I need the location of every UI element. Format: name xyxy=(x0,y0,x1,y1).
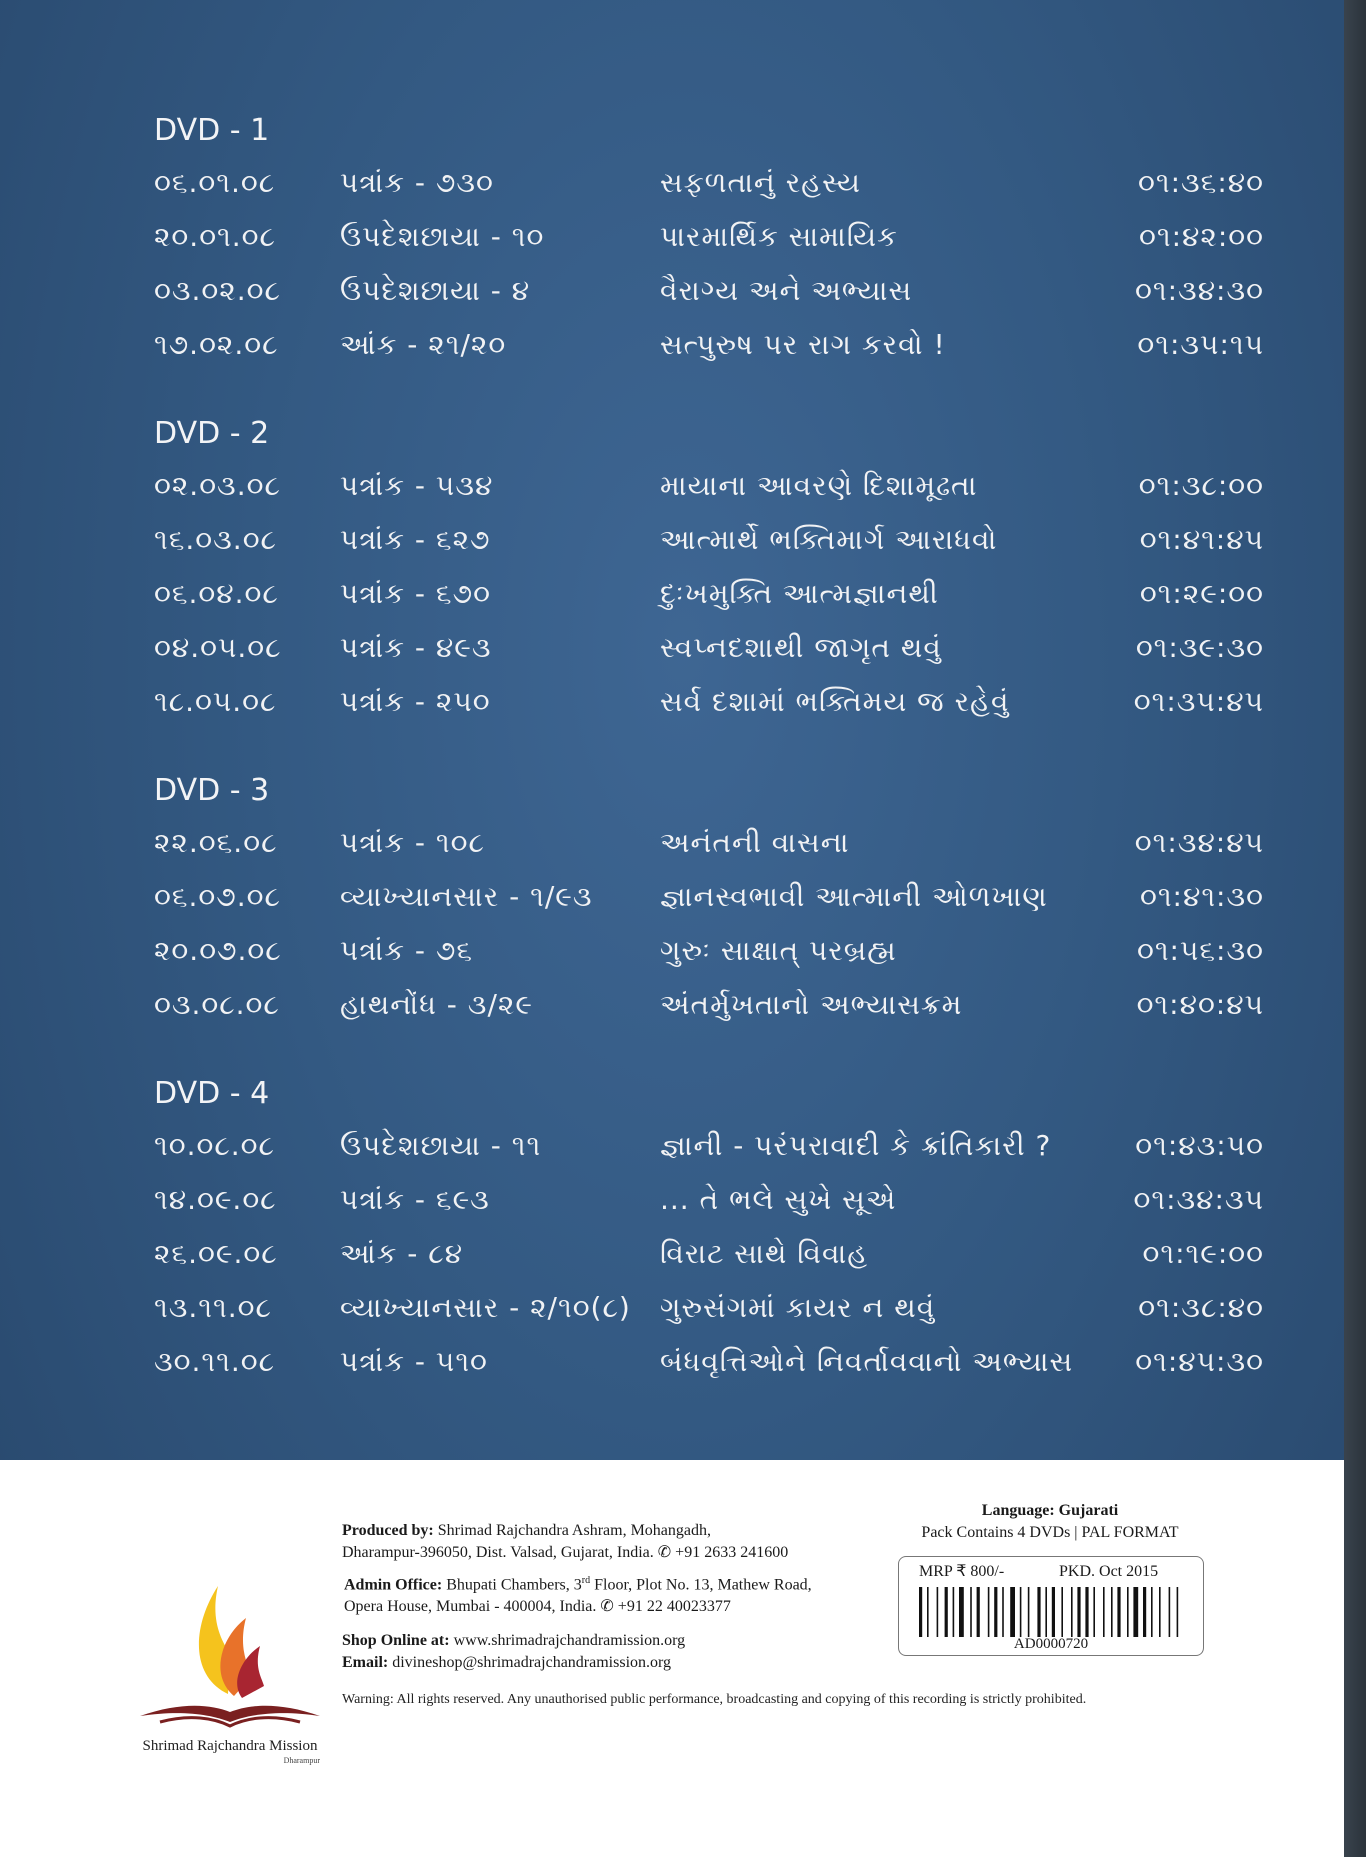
barcode-bar xyxy=(1169,1587,1171,1637)
track-date: ૦૬.૦૪.૦૮ xyxy=(154,577,279,610)
track-title: જ્ઞાની - પરંપરાવાદી કે ક્રાંતિકારી ? xyxy=(660,1129,1052,1162)
track-reference: પત્રાંક - ૪૯૩ xyxy=(340,631,492,664)
track-title: સ્વપ્નદશાથી જાગૃત થવું xyxy=(660,631,942,664)
dvd-section-2 xyxy=(154,411,1264,727)
track-duration: ૦૧:૩૫:૧૫ xyxy=(1137,328,1264,361)
track-row xyxy=(154,1279,1264,1333)
barcode-bar xyxy=(988,1587,990,1637)
barcode-bar xyxy=(1151,1587,1153,1637)
admin-line2: Opera House, Mumbai - 400004, India. ✆ +91 22 40023377 xyxy=(344,1598,731,1616)
track-date: ૦૬.૦૧.૦૮ xyxy=(154,166,276,199)
track-date: ૨૬.૦૯.૦૮ xyxy=(154,1237,278,1270)
barcode-bar xyxy=(1002,1587,1004,1637)
track-reference: પત્રાંક - ૫૧૦ xyxy=(340,1345,488,1378)
language-label: Language: Gujarati xyxy=(981,1502,1119,1519)
dvd-heading: DVD - 4 xyxy=(154,1076,270,1111)
track-row xyxy=(154,565,1264,619)
track-duration: ૦૧:૪૧:૩૦ xyxy=(1139,880,1264,913)
track-duration: ૦૧:૨૯:૦૦ xyxy=(1139,577,1264,610)
track-duration: ૦૧:૫૬:૩૦ xyxy=(1136,934,1264,967)
barcode-bar xyxy=(959,1587,964,1637)
track-date: ૧૦.૦૮.૦૮ xyxy=(154,1129,275,1162)
track-row xyxy=(154,922,1264,976)
track-date: ૦૪.૦૫.૦૮ xyxy=(154,631,282,664)
track-title: ગુરુસંગમાં કાયર ન થવું xyxy=(660,1291,936,1324)
track-title: દુઃખમુક્તિ આત્મજ્ઞાનથી xyxy=(660,577,939,610)
track-row xyxy=(154,457,1264,511)
track-title: સર્વ દશામાં ભક્તિમય જ રહેવું xyxy=(660,685,1010,718)
dvd-section-4 xyxy=(154,1071,1264,1387)
barcode-bar xyxy=(994,1587,997,1637)
barcode-bar xyxy=(937,1587,939,1637)
track-date: ૦૨.૦૩.૦૮ xyxy=(154,469,281,502)
track-duration: ૦૧:૩૫:૪૫ xyxy=(1133,685,1264,718)
produced-line1: Shrimad Rajchandra Ashram, Mohangadh, xyxy=(437,1522,711,1539)
barcode-bar xyxy=(977,1587,980,1637)
track-reference: આંક - ૨૧/૨૦ xyxy=(340,328,507,361)
barcode-bar xyxy=(1127,1587,1129,1637)
track-reference: આંક - ૮૪ xyxy=(340,1237,464,1270)
admin-line1b: Floor, Plot No. 13, Mathew Road, xyxy=(590,1576,812,1594)
track-reference: ઉપદેશછાયા - ૪ xyxy=(340,274,531,307)
track-duration: ૦૧:૩૪:૩૦ xyxy=(1135,274,1264,307)
track-row xyxy=(154,316,1264,370)
barcode-bar xyxy=(1093,1587,1095,1637)
publisher-info-panel xyxy=(0,1460,1344,1857)
email-label: Email: xyxy=(342,1654,389,1671)
dvd-heading: DVD - 1 xyxy=(154,113,270,148)
track-row xyxy=(154,1117,1264,1171)
track-title: બંધવૃત્તિઓને નિવર્તાવવાનો અભ્યાસ xyxy=(660,1345,1074,1378)
barcode xyxy=(919,1587,1183,1637)
track-title: વિરાટ સાથે વિવાહ xyxy=(660,1237,869,1270)
dvd-section-3 xyxy=(154,768,1264,1030)
format-info xyxy=(880,1500,1220,1544)
barcode-bar xyxy=(1133,1587,1138,1637)
barcode-bar xyxy=(945,1587,948,1637)
track-date: ૦૩.૦૨.૦૮ xyxy=(154,274,281,307)
track-reference: પત્રાંક - ૫૩૪ xyxy=(340,469,494,502)
track-row xyxy=(154,673,1264,727)
track-date: ૦૬.૦૭.૦૮ xyxy=(154,880,281,913)
admin-label: Admin Office: xyxy=(344,1576,443,1594)
track-date: ૧૮.૦૫.૦૮ xyxy=(154,685,277,718)
cover-spine-edge xyxy=(1344,0,1366,1857)
track-duration: ૦૧:૪૩:૫૦ xyxy=(1135,1129,1264,1162)
barcode-bar xyxy=(919,1587,922,1637)
barcode-bar xyxy=(927,1587,929,1637)
barcode-bar xyxy=(1020,1587,1022,1637)
produced-line2: Dharampur-396050, Dist. Valsad, Gujarat, India. ✆ +91 2633 241600 xyxy=(342,1544,789,1561)
track-reference: વ્યાખ્યાનસાર - ૨/૧૦(૮) xyxy=(340,1291,631,1324)
barcode-bar xyxy=(1010,1587,1015,1637)
track-row xyxy=(154,1333,1264,1387)
track-reference: પત્રાંક - ૭૬ xyxy=(340,934,474,967)
track-duration: ૦૧:૪૦:૪૫ xyxy=(1136,988,1264,1021)
barcode-box xyxy=(898,1556,1204,1656)
track-reference: પત્રાંક - ૬૨૭ xyxy=(340,523,491,556)
track-row xyxy=(154,814,1264,868)
barcode-bar xyxy=(1143,1587,1146,1637)
contact-online xyxy=(342,1630,685,1674)
track-row xyxy=(154,868,1264,922)
track-reference: ઉપદેશછાયા - ૧૧ xyxy=(340,1129,542,1162)
track-title: અનંતની વાસના xyxy=(660,826,850,859)
barcode-bar xyxy=(1028,1587,1030,1637)
barcode-bar xyxy=(970,1587,972,1637)
track-row xyxy=(154,208,1264,262)
track-duration: ૦૧:૪૧:૪૫ xyxy=(1139,523,1264,556)
barcode-bar xyxy=(1061,1587,1063,1637)
barcode-bar xyxy=(1159,1587,1161,1637)
track-date: ૨૦.૦૭.૦૮ xyxy=(154,934,282,967)
track-duration: ૦૧:૩૮:૦૦ xyxy=(1138,469,1264,502)
track-title: સફળતાનું રહસ્ય xyxy=(660,166,861,199)
mission-location: Dharampur xyxy=(283,1756,320,1765)
track-title: આત્માર્થે ભક્તિમાર્ગ આરાધવો xyxy=(660,523,998,556)
barcode-bar xyxy=(1052,1587,1055,1637)
track-reference: વ્યાખ્યાનસાર - ૧/૯૩ xyxy=(340,880,593,913)
track-reference: પત્રાંક - ૬૭૦ xyxy=(340,577,491,610)
produced-label: Produced by: xyxy=(342,1522,434,1539)
dvd-section-1 xyxy=(154,108,1264,370)
dvd-heading: DVD - 2 xyxy=(154,416,270,451)
track-title: અંતર્મુખતાનો અભ્યાસક્રમ xyxy=(660,988,963,1021)
track-date: ૧૩.૧૧.૦૮ xyxy=(154,1291,272,1324)
barcode-bar xyxy=(1117,1587,1120,1637)
track-row xyxy=(154,619,1264,673)
track-reference: પત્રાંક - ૬૯૩ xyxy=(340,1183,490,1216)
produced-by xyxy=(342,1520,788,1564)
track-title: ... તે ભલે સુખે સૂએ xyxy=(660,1183,897,1216)
track-title: ગુરુઃ સાક્ષાત્ પરબ્રહ્મ xyxy=(660,934,897,967)
flame-book-icon xyxy=(130,1526,330,1736)
track-date: ૧૬.૦૩.૦૮ xyxy=(154,523,277,556)
track-title: જ્ઞાનસ્વભાવી આત્માની ઓળખાણ xyxy=(660,880,1048,913)
dvd-heading: DVD - 3 xyxy=(154,773,270,808)
barcode-bar xyxy=(1045,1587,1047,1637)
mrp: MRP ₹ 800/- xyxy=(919,1563,1005,1580)
track-title: પારમાર્થિક સામાયિક xyxy=(660,220,898,253)
track-reference: પત્રાંક - ૨૫૦ xyxy=(340,685,491,718)
admin-line1-sup: rd xyxy=(581,1575,591,1586)
track-date: ૨૨.૦૬.૦૮ xyxy=(154,826,278,859)
track-row xyxy=(154,1225,1264,1279)
barcode-bar xyxy=(1077,1587,1080,1637)
track-reference: હાથનોંધ - ૩/૨૯ xyxy=(340,988,533,1021)
barcode-bar xyxy=(953,1587,955,1637)
admin-office xyxy=(344,1570,812,1618)
packed-date: PKD. Oct 2015 xyxy=(1059,1563,1159,1580)
track-duration: ૦૧:૧૯:૦૦ xyxy=(1142,1237,1264,1270)
track-date: ૧૪.૦૯.૦૮ xyxy=(154,1183,277,1216)
copyright-warning: Warning: All rights reserved. Any unauthorised public performance, broadcasting and copying of this recording is strictly prohibited. xyxy=(342,1692,1087,1707)
barcode-bar xyxy=(1111,1587,1113,1637)
track-duration: ૦૧:૪૨:૦૦ xyxy=(1139,220,1264,253)
admin-line1a: Bhupati Chambers, 3 xyxy=(446,1576,582,1594)
barcode-bar xyxy=(1177,1587,1179,1637)
barcode-number: AD0000720 xyxy=(1013,1636,1089,1652)
barcode-bar xyxy=(1103,1587,1105,1637)
pack-info: Pack Contains 4 DVDs | PAL FORMAT xyxy=(921,1524,1179,1541)
shop-label: Shop Online at: xyxy=(342,1632,450,1649)
track-duration: ૦૧:૩૪:૩૫ xyxy=(1133,1183,1264,1216)
track-duration: ૦૧:૩૮:૪૦ xyxy=(1138,1291,1264,1324)
track-duration: ૦૧:૩૯:૩૦ xyxy=(1135,631,1264,664)
track-title: સત્પુરુષ પર રાગ કરવો ! xyxy=(660,328,946,361)
track-date: ૦૩.૦૮.૦૮ xyxy=(154,988,280,1021)
track-row xyxy=(154,1171,1264,1225)
track-duration: ૦૧:૩૬:૪૦ xyxy=(1138,166,1264,199)
track-title: વૈરાગ્ય અને અભ્યાસ xyxy=(660,274,913,307)
track-date: ૧૭.૦૨.૦૮ xyxy=(154,328,279,361)
mission-logo xyxy=(130,1526,330,1765)
mission-name: Shrimad Rajchandra Mission xyxy=(142,1738,318,1754)
track-duration: ૦૧:૪૫:૩૦ xyxy=(1135,1345,1264,1378)
track-reference: પત્રાંક - ૧૦૮ xyxy=(340,826,485,859)
barcode-bar xyxy=(1071,1587,1073,1637)
track-date: ૨૦.૦૧.૦૮ xyxy=(154,220,276,253)
barcode-bar xyxy=(1085,1587,1088,1637)
track-title: માયાના આવરણે દિશામૂઢતા xyxy=(660,469,978,502)
track-date: ૩૦.૧૧.૦૮ xyxy=(154,1345,276,1378)
track-row xyxy=(154,976,1264,1030)
track-row xyxy=(154,262,1264,316)
track-reference: ઉપદેશછાયા - ૧૦ xyxy=(340,220,545,253)
track-row xyxy=(154,511,1264,565)
track-row xyxy=(154,154,1264,208)
track-duration: ૦૧:૩૪:૪૫ xyxy=(1134,826,1264,859)
barcode-bar xyxy=(1037,1587,1040,1637)
track-reference: પત્રાંક - ૭૩૦ xyxy=(340,166,494,199)
shop-url[interactable]: www.shrimadrajchandramission.org xyxy=(453,1632,686,1649)
email-address[interactable]: divineshop@shrimadrajchandramission.org xyxy=(392,1654,672,1671)
